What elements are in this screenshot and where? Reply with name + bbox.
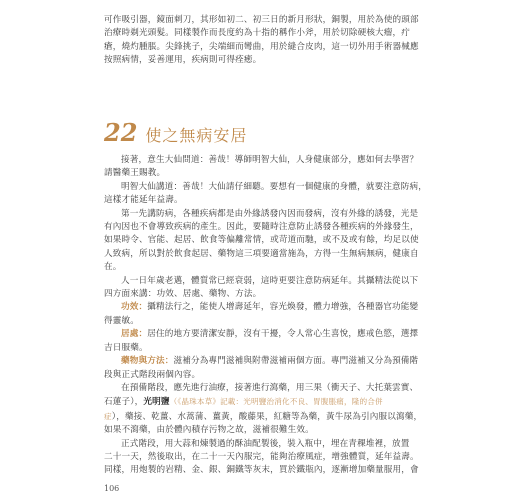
inline-note: 《晶珠本草》記載：光明鹽治消化不良、胃腹脹痛，隆的合併 — [177, 397, 383, 407]
text-line-with-note — [104, 395, 520, 409]
chapter-heading — [104, 118, 247, 147]
text-line: 按照病情，妥善運用，疾病則可得痊癒。 — [104, 55, 262, 66]
text-line: 二十一天，然後取出，在二十一天內服完，能夠治療風症，增強體質，延年益壽。 — [104, 451, 419, 462]
text-line: 有內因也不會導致疾病的產生。因此，要隨時注意防止誘發各種疾病的外緣發生， — [104, 222, 419, 233]
text-line: 第一先講防病，各種疾病都是由外緣誘發內因而發病，沒有外緣的誘發，光是 — [121, 208, 419, 219]
medicine-line — [104, 355, 520, 368]
note-open: （ — [169, 397, 178, 407]
medicine-label: 藥物與方法： — [121, 356, 174, 367]
text-line: 瘡，燒灼腫脹。尖鋒挑子，尖端細而彎曲，用於縫合皮肉，這一切外用手術器械應 — [104, 41, 419, 52]
text-line: 段與正式階段兩個內容。 — [104, 369, 201, 380]
text-line: 人致病，所以對於飲食起居、藥物這三項要適當施為，方得一生無病無病，健康自 — [104, 248, 419, 259]
text-run: ），藥接、乾薑、水蒿蒲、薑黃，酸藤果，紅糖等為藥，黃牛尿為引內服以瀉藥， — [111, 411, 423, 422]
text-line: 明智大仙講道：善哉！大仙請仔細聽。要想有一個健康的身體，就要注意防病， — [121, 181, 428, 192]
text-line: 可作吸引器，鏡面刺刀，其形如初二、初三日的新月形狀，銅製，用於為使的頭部 — [104, 15, 419, 25]
text-line: 正式階段，用大蒜和煉製過的酥油配製後，裝入瓶中，埋在青稞堆裡，放置 — [121, 438, 410, 449]
text-line: 同樣，用炮製的岩精、金、銀、銅鐵等灰末，買於鐵瓶內，逐漸增加藥量服用，會 — [104, 465, 419, 476]
text-run: 石蓮子）， — [104, 397, 144, 408]
text-line: 治療時剃光頭髮。同樣製作而長度約為十指的稱作小斧，用於切除硬核大瘤，疔 — [104, 28, 411, 39]
text-line: 吉日服藥。 — [104, 342, 148, 353]
inline-note: 症 — [104, 411, 112, 421]
text-line: 接著，意生大仙問道：善哉！導師明智大仙，人身健康部分，應如何去學習？ — [121, 155, 419, 165]
text-run: 居住的地方要清潔安靜，沒有干擾，令人常心生喜悅，應戒色慾，選擇 — [147, 329, 419, 340]
efficacy-label: 功效： — [121, 302, 148, 313]
text-line: 四方面來講：功效、居處、藥物、方法。 — [104, 289, 262, 300]
text-line: 請醫藥王賜教。 — [104, 168, 166, 179]
text-line — [104, 410, 520, 424]
text-line: 人一日年歲老邁，體質常已經衰弱，這時更要注意防病延年。其攝精法從以下 — [121, 275, 419, 286]
chapter-number: 22 — [104, 118, 138, 147]
text-run: 攝精法行之，能使人增壽延年，容光煥發，體力增強，各種器官功能變 — [147, 302, 419, 313]
text-run: 滋補分為專門滋補與附帶滋補兩個方面。專門滋補又分為預備階 — [173, 356, 419, 367]
text-line: 如果不瀉藥，由於體內積存污物之故，滋補很難生效。 — [104, 425, 314, 436]
top-paragraph — [104, 14, 520, 68]
bold-term: 光明鹽 — [143, 397, 170, 408]
residence-label: 居處： — [121, 329, 148, 340]
residence-line — [104, 328, 520, 341]
chapter-title: 使之無病安居 — [145, 126, 248, 145]
efficacy-line — [104, 301, 520, 314]
page-number: 106 — [104, 484, 120, 493]
text-line: 這樣才能延年益壽。 — [104, 195, 183, 206]
text-line: 在預備階段，應先進行油療，接著進行瀉藥，用三果（衝天子、大托葉雲實、 — [121, 382, 419, 393]
text-line: 得靈敏。 — [104, 315, 139, 326]
text-line: 如果時令、官能、起居、飲食等偏離常情，或苛道而馳，或不及或有餘，均足以使 — [104, 235, 419, 246]
chapter-body — [104, 154, 520, 478]
text-line: 在。 — [104, 262, 122, 273]
